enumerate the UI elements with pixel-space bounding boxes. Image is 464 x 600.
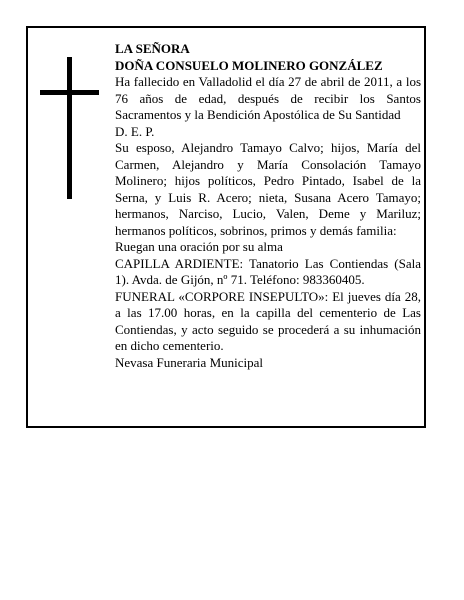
cross-icon-crossbar [40,90,99,95]
obituary-text [115,41,421,371]
chapel-info: CAPILLA ARDIENTE: Tanatorio Las Contiendas (Sala 1). Avda. de Gijón, nº 71. Teléfono: 983360405. [115,255,421,287]
funeral-info: FUNERAL «CORPORE INSEPULTO»: El jueves día 28, a las 17.00 horas, en la capilla del cementerio de Las Contiendas, y acto seguido se procederá a su inhumación en dicho cementerio. [115,288,421,353]
prayer-request: Ruegan una oración por su alma [115,239,283,254]
rest-in-peace: D. E. P. [115,123,155,139]
deceased-name: DOÑA CONSUELO MOLINERO GONZÁLEZ [115,57,383,73]
family-list: Su esposo, Alejandro Tamayo Calvo; hijos, María del Carmen, Alejandro y María Consolación Tamayo Molinero; hijos políticos, Pedro Pintado, Isabel de la Serna, y Luis R. Acero; nieta, Susana Acero Tamayo; hermanos, Narciso, Lucio, Valen, Deme y Mariluz; hermanos políticos, sobrinos, primos y demás familia: [115,140,421,238]
cross-icon [67,57,72,199]
death-announcement: Ha fallecido en Valladolid el día 27 de abril de 2011, a los 76 años de edad, después de recibir los Santos Sacramentos y la Bendición Apostólica de Su Santidad [115,74,421,122]
obituary-notice [26,26,426,428]
funeral-home: Nevasa Funeraria Municipal [115,354,264,370]
notice-heading: LA SEÑORA [115,41,190,56]
